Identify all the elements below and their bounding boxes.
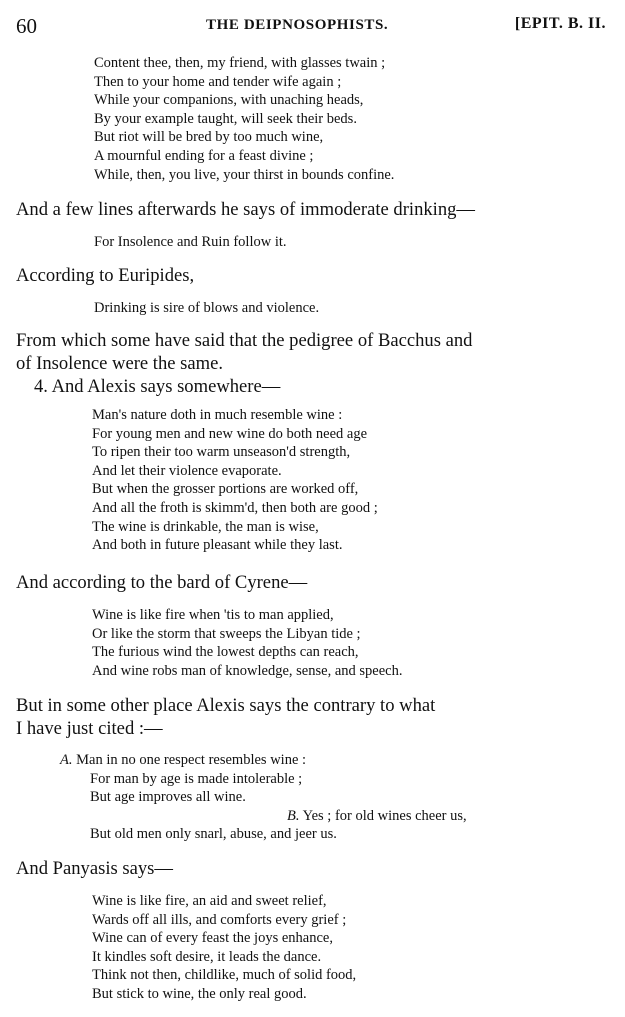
prose-line: 4. And Alexis says somewhere— [34, 376, 281, 397]
speaker-label: A. [60, 752, 73, 768]
verse-line: A mournful ending for a feast divine ; [94, 147, 314, 164]
running-title: THE DEIPNOSOPHISTS. [206, 17, 389, 33]
verse-line: But riot will be bred by too much wine, [94, 129, 324, 146]
prose-paragraph: And Panyasis says— [16, 858, 174, 879]
verse-line: But stick to wine, the only real good. [92, 985, 307, 1002]
prose-line: But in some other place Alexis says the contrary to what [16, 695, 436, 716]
verse-line: But when the grosser portions are worked off, [92, 481, 359, 498]
prose-line: I have just cited :— [16, 718, 163, 739]
verse-line: For young men and new wine do both need age [92, 425, 368, 442]
verse-line: It kindles soft desire, it leads the dance. [92, 948, 322, 965]
verse-line: Content thee, then, my friend, with glasses twain ; [94, 55, 386, 71]
verse-line: Wards off all ills, and comforts every grief ; [92, 911, 347, 928]
quote-line: For Insolence and Ruin follow it. [94, 234, 287, 250]
dialogue-line [60, 807, 467, 826]
dialogue-line: For man by age is made intolerable ; [90, 770, 303, 787]
speaker-label: B. [287, 807, 300, 824]
dialogue-text: Yes ; for old wines cheer us, [302, 807, 467, 824]
verse-block-3 [92, 606, 402, 680]
prose-paragraph [16, 329, 600, 375]
verse-line: By your example taught, will seek their beds. [94, 110, 357, 127]
verse-line: And let their violence evaporate. [92, 462, 282, 479]
dialogue-text: Man in no one respect resembles wine : [76, 752, 307, 768]
verse-line: And wine robs man of knowledge, sense, and speech. [92, 662, 403, 679]
page-number: 60 [16, 14, 37, 38]
dialogue-line [60, 751, 467, 770]
quote-line: Drinking is sire of blows and violence. [94, 300, 320, 316]
dialogue-line: But age improves all wine. [90, 789, 246, 806]
prose-line: From which some have said that the pedigree of Bacchus and [16, 330, 473, 351]
verse-line: And both in future pleasant while they last. [92, 537, 343, 554]
prose-paragraph: And a few lines afterwards he says of immoderate drinking— [16, 199, 476, 220]
section-reference: [EPIT. B. II. [514, 15, 606, 32]
verse-line: While, then, you live, your thirst in bounds confine. [94, 166, 395, 183]
prose-paragraph: And according to the bard of Cyrene— [16, 572, 308, 593]
verse-block-4 [92, 892, 356, 1004]
dialogue-line: But old men only snarl, abuse, and jeer us. [90, 826, 337, 843]
verse-line: Or like the storm that sweeps the Libyan tide ; [92, 625, 361, 642]
prose-line: of Insolence were the same. [16, 353, 224, 374]
verse-line: Wine is like fire, an aid and sweet relief, [92, 893, 327, 909]
verse-block-2 [92, 406, 378, 555]
verse-line: Think not then, childlike, much of solid food, [92, 967, 357, 984]
verse-line: Wine is like fire when 'tis to man applied, [92, 607, 334, 623]
page-header [16, 14, 606, 36]
verse-line: Wine can of every feast the joys enhance, [92, 930, 333, 947]
prose-paragraph: According to Euripides, [16, 265, 195, 286]
verse-block-1 [94, 54, 394, 184]
dialogue-block [60, 751, 467, 844]
verse-line: The wine is drinkable, the man is wise, [92, 518, 319, 535]
prose-paragraph [16, 694, 600, 740]
verse-line: Then to your home and tender wife again ; [94, 73, 342, 90]
prose-paragraph [16, 375, 600, 398]
verse-line: While your companions, with unaching heads, [94, 92, 364, 109]
verse-line: Man's nature doth in much resemble wine : [92, 407, 343, 423]
verse-line: To ripen their too warm unseason'd strength, [92, 444, 351, 461]
verse-line: And all the froth is skimm'd, then both are good ; [92, 499, 378, 516]
verse-line: The furious wind the lowest depths can reach, [92, 644, 359, 661]
